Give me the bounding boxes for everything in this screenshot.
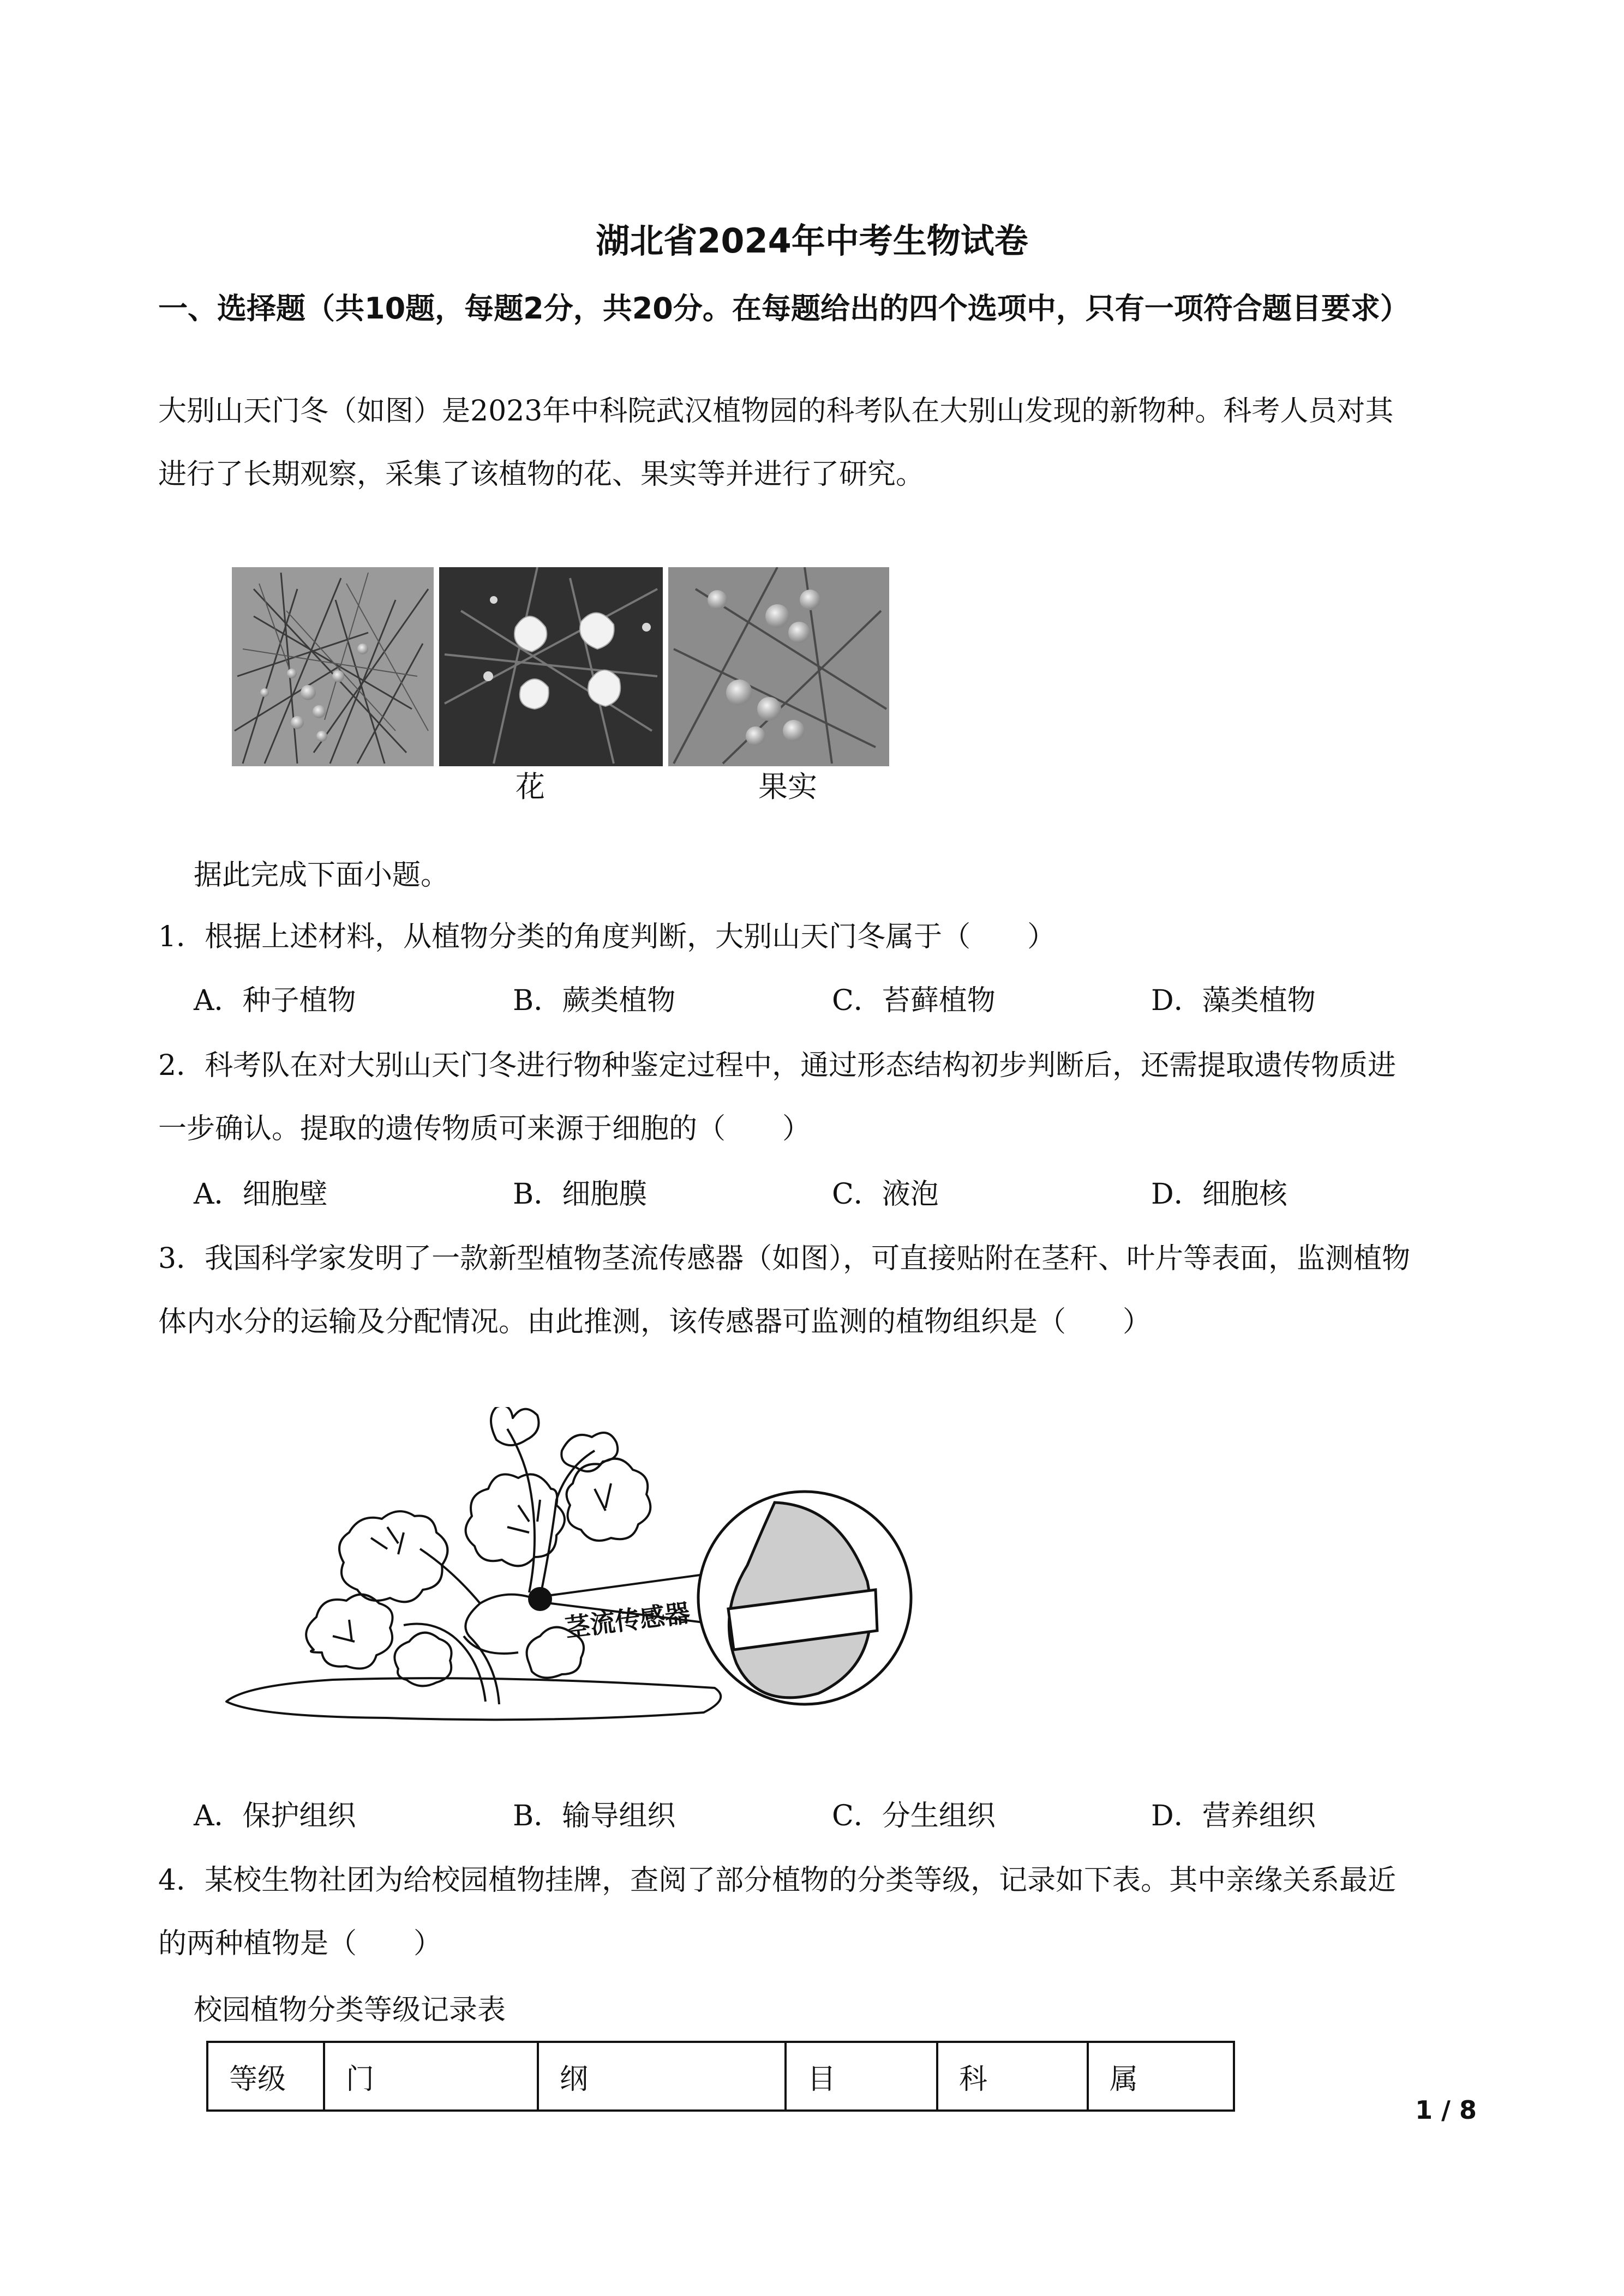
- option-a: A．细胞壁: [194, 1178, 328, 1211]
- option-d: D．藻类植物: [1151, 984, 1316, 1017]
- page-number: 1 / 8: [1415, 2095, 1477, 2125]
- question-3-stem-line-2: 体内水分的运输及分配情况。由此推测，该传感器可监测的植物组织是（ ）: [158, 1306, 1152, 1338]
- stem-flow-sensor-diagram: [224, 1407, 927, 1751]
- option-c: C．分生组织: [832, 1800, 996, 1832]
- photo-label-flower: 花: [516, 770, 545, 804]
- intro-line-2: 进行了长期观察，采集了该植物的花、果实等并进行了研究。: [158, 458, 925, 491]
- option-a: A．种子植物: [194, 984, 356, 1017]
- table-caption: 校园植物分类等级记录表: [194, 1994, 506, 2027]
- option-c: C．苔藓植物: [832, 984, 996, 1017]
- table-header-cell: 属: [1088, 2042, 1234, 2111]
- option-b: B．输导组织: [513, 1800, 676, 1832]
- plant-sensor-illustration: [224, 1407, 927, 1751]
- option-d: D．细胞核: [1151, 1178, 1287, 1211]
- table-header-row: [207, 2042, 1234, 2111]
- lead-in-text: 据此完成下面小题。: [194, 859, 450, 892]
- page-title: 湖北省2024年中考生物试卷: [596, 221, 1028, 261]
- question-4-stem-line-1: 4．某校生物社团为给校园植物挂牌，查阅了部分植物的分类等级，记录如下表。其中亲缘关系最近: [158, 1864, 1397, 1897]
- sensor-label: 茎流传感器: [563, 1598, 692, 1643]
- question-4-stem-line-2: 的两种植物是（ ）: [158, 1927, 442, 1960]
- table-header-cell: 门: [324, 2042, 538, 2111]
- question-2-stem-line-1: 2．科考队在对大别山天门冬进行物种鉴定过程中，通过形态结构初步判断后，还需提取遗传物质进: [158, 1049, 1397, 1082]
- option-d: D．营养组织: [1151, 1800, 1316, 1832]
- table-header-cell: 等级: [207, 2042, 324, 2111]
- question-3-stem-line-1: 3．我国科学家发明了一款新型植物茎流传感器（如图），可直接贴附在茎秆、叶片等表面，监测植物: [158, 1242, 1411, 1275]
- classification-table: [206, 2041, 1235, 2112]
- intro-line-1: 大别山天门冬（如图）是2023年中科院武汉植物园的科考队在大别山发现的新物种。科考人员对其: [158, 395, 1394, 428]
- option-c: C．液泡: [832, 1178, 939, 1211]
- table-header-cell: 科: [937, 2042, 1088, 2111]
- option-b: B．细胞膜: [513, 1178, 648, 1211]
- table-header-cell: 纲: [538, 2042, 786, 2111]
- question-3-options: [194, 1794, 1612, 1838]
- question-1-stem: 1．根据上述材料，从植物分类的角度判断，大别山天门冬属于（ ）: [158, 921, 1056, 953]
- photo-label-fruit: 果实: [758, 770, 817, 804]
- question-2-stem-line-2: 一步确认。提取的遗传物质可来源于细胞的（ ）: [158, 1113, 811, 1145]
- asparagus-photos: [232, 567, 889, 766]
- section-heading: 一、选择题（共10题，每题2分，共20分。在每题给出的四个选项中，只有一项符合题目要求）: [158, 291, 1410, 326]
- option-b: B．蕨类植物: [513, 984, 676, 1017]
- question-2-options: [194, 1173, 1612, 1216]
- option-a: A．保护组织: [194, 1800, 356, 1832]
- asparagus-photos-image: [232, 567, 889, 766]
- question-1-options: [194, 979, 1612, 1023]
- table-header-cell: 目: [786, 2042, 937, 2111]
